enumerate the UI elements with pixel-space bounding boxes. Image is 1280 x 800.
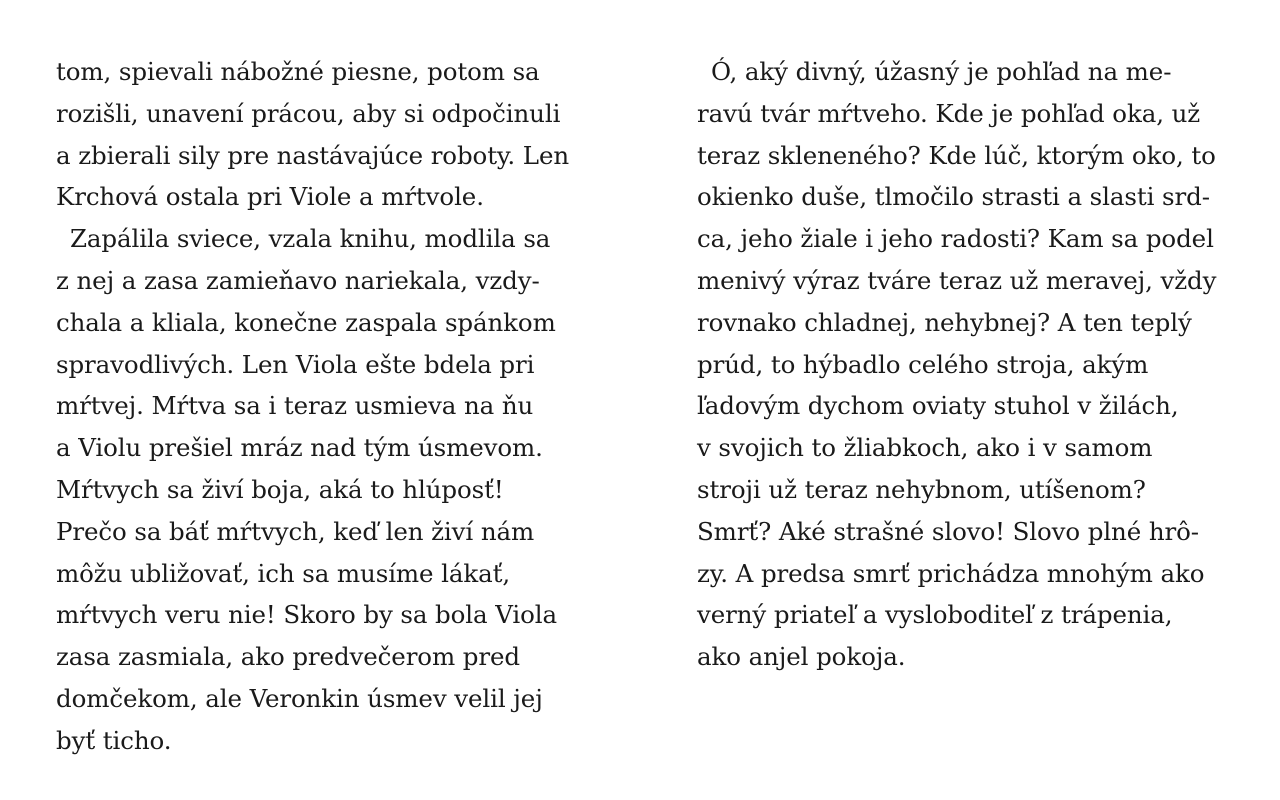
text-line: ravú tvár mŕtveho. Kde je pohľad oka, už: [697, 98, 1201, 128]
text-line: mŕtvej. Mŕtva sa i teraz usmieva na ňu: [56, 391, 534, 421]
text-line: mŕtvych veru nie! Skoro by sa bola Viola: [56, 600, 557, 630]
text-line: z nej a zasa zamieňavo nariekala, vzdy-: [56, 265, 540, 295]
text-line: Mŕtvych sa živí boja, aká to hlúposť!: [56, 474, 504, 504]
text-line: byť ticho.: [56, 725, 172, 755]
text-line: rozišli, unavení prácou, aby si odpočinuli: [56, 98, 561, 128]
text-line: Smrť? Aké strašné slovo! Slovo plné hrô-: [697, 516, 1199, 546]
text-line: stroji už teraz nehybnom, utíšenom?: [697, 474, 1146, 504]
text-line: a Violu prešiel mráz nad tým úsmevom.: [56, 433, 543, 463]
left-text-column: [56, 51, 616, 762]
text-line: tom, spievali nábožné piesne, potom sa: [56, 57, 540, 86]
text-line: ľadovým dychom oviaty stuhol v žilách,: [697, 391, 1179, 421]
text-line: zasa zasmiala, ako predvečerom pred: [56, 642, 520, 672]
text-line: v svojich to žliabkoch, ako i v samom: [697, 433, 1153, 463]
text-line: domčekom, ale Veronkin úsmev velil jej: [56, 683, 543, 713]
text-line: zy. A predsa smrť prichádza mnohým ako: [697, 558, 1205, 588]
text-line: ca, jeho žiale i jeho radosti? Kam sa podel: [697, 224, 1214, 254]
text-line: verný priateľ a vysloboditeľ z trápenia,: [697, 600, 1173, 630]
text-line: Prečo sa báť mŕtvych, keď len živí nám: [56, 516, 535, 546]
text-line: ako anjel pokoja.: [697, 642, 906, 672]
text-line: a zbierali sily pre nastávajúce roboty. Len: [56, 140, 570, 170]
text-line: chala a kliala, konečne zaspala spánkom: [56, 307, 556, 337]
text-line: môžu ubližovať, ich sa musíme lákať,: [56, 558, 511, 588]
text-line: spravodlivých. Len Viola ešte bdela pri: [56, 349, 535, 379]
paragraph-start-line: Ó, aký divný, úžasný je pohľad na me-: [711, 57, 1172, 86]
text-line: rovnako chladnej, nehybnej? A ten teplý: [697, 307, 1192, 337]
text-line: prúd, to hýbadlo celého stroja, akým: [697, 349, 1149, 379]
text-line: okienko duše, tlmočilo strasti a slasti srd-: [697, 182, 1210, 212]
paragraph-start-line: Zapálila sviece, vzala knihu, modlila sa: [70, 224, 551, 254]
right-text-column: [697, 51, 1257, 678]
text-line: Krchová ostala pri Viole a mŕtvole.: [56, 182, 484, 212]
text-line: menivý výraz tváre teraz už meravej, vždy: [697, 265, 1217, 295]
text-line: teraz skleneného? Kde lúč, ktorým oko, to: [697, 140, 1216, 170]
